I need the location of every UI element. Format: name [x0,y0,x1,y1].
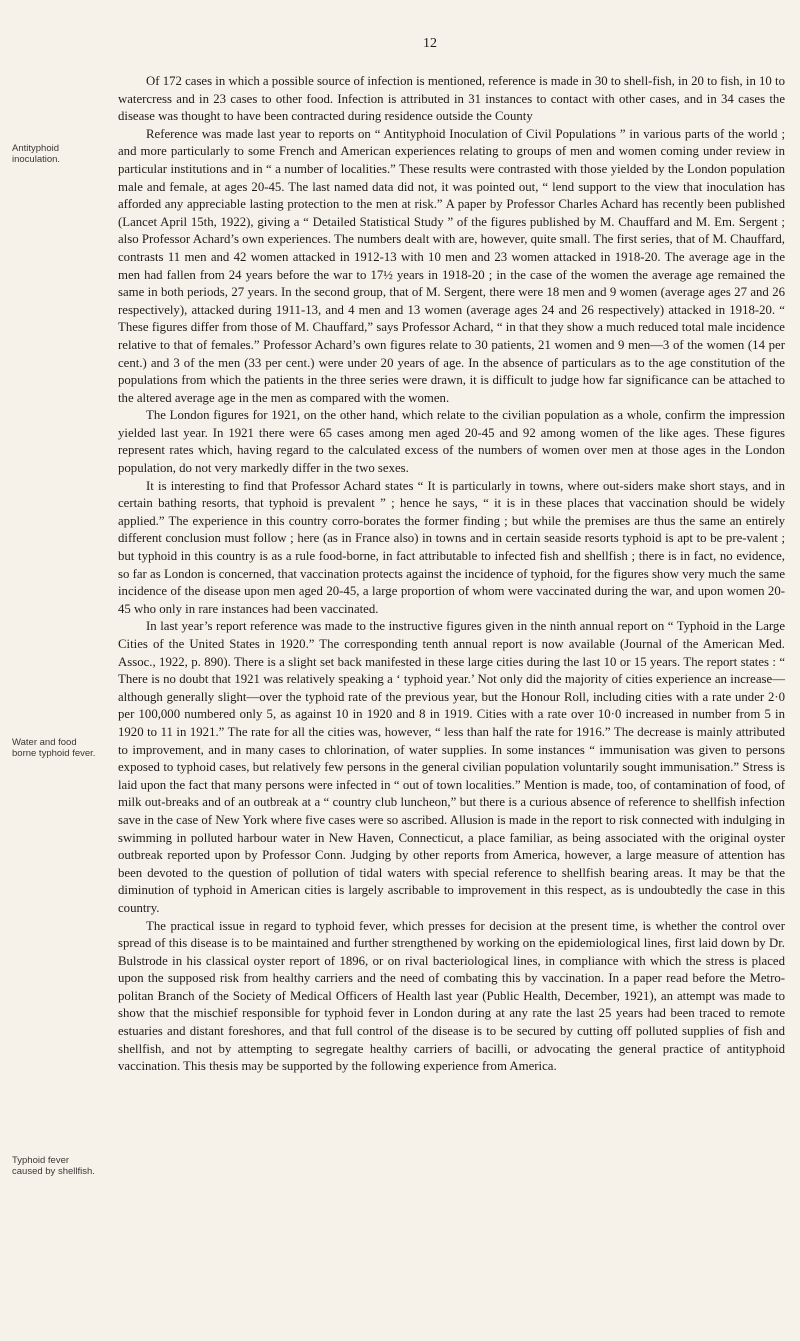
paragraph: The practical issue in regard to typhoid fever, which presses for decision at the present time, is whether the control over spread of this disease is to be maintained and further strengthened by working on the epidemiological lines, first laid down by Dr. Bulstrode in his classical oyster report of 1896, or on rival bacteriological lines, in compliance with which the stress is placed upon the supposed risk from healthy carriers and the need of combating this by vaccination. In a paper read before the Metro-politan Branch of the Society of Medical Officers of Health last year (Public Health, December, 1921), an attempt was made to show that the mischief responsible for typhoid fever in London during at any rate the last 25 years had been traced to remote estuaries and distant foreshores, and that full control of the disease is to be secured by cutting off polluted supplies of fish and shellfish, and not by attempting to segregate healthy carriers of bacilli, or advocating the general practice of antityphoid vaccination. This thesis may be supported by the following experience from America. [118,918,785,1074]
margin-note-shellfish: Typhoid fever caused by shellfish. [12,1155,95,1177]
paragraph: Reference was made last year to reports on “ Antityphoid Inoculation of Civil Populations ” in various parts of the world ; and more particularly to some French and American experiences relating to groups of men and women coming under review in particular institutions and in “ a number of localities.” These results were contrasted with those yielded by the London population male and female, at ages 20-45. The last named data did not, it was pointed out, “ lend support to the view that inoculation has afforded any appreciable lasting protection to the men at risk.” A paper by Professor Charles Achard has recently been published (Lancet April 15th, 1922), giving a “ Detailed Statistical Study ” of the figures published by M. Chauffard and M. Em. Sergent ; also Professor Achard’s own experiences. The numbers dealt with are, however, quite small. The first series, that of M. Chauffard, contrasts 11 men and 42 women attacked in 1912-13 with 10 men and 23 women attacked in 1918-20. The average age in the men had fallen from 24 years before the war to 17½ years in 1918-20 ; in the case of the women the average age remained the same in both periods, 27 years. In the second group, that of M. Sergent, there were 18 men and 9 women (average ages 27 and 26 respectively), attacked during 1911-13, and 4 men and 13 women (average ages 24 and 26 respectively) attacked in 1918-20. “ These figures differ from those of M. Chauffard,” says Professor Achard, “ in that they show a much reduced total male incidence relative to that of females.” Professor Achard’s own figures relate to 30 patients, 21 women and 9 men—3 of the women (14 per cent.) and 3 of the men (33 per cent.) were under 20 years of age. In the absence of particulars as to the age constitution of the populations from which the patients in the three series were drawn, it is difficult to judge how far significance can be attached to the altered average age in the men as compared with the women. [118,126,785,405]
page-number: 12 [423,36,437,51]
body-text [118,73,785,1076]
paragraph: In last year’s report reference was made to the instructive figures given in the ninth annual report on “ Typhoid in the Large Cities of the United States in 1920.” The corresponding tenth annual report is now available (Journal of the American Med. Assoc., 1922, p. 890). There is a slight set back manifested in these large cities during the last 10 or 15 years. The report states : “ There is no doubt that 1921 was relatively speaking a ‘ typhoid year.’ Not only did the majority of cities experience an increase—although generally slight—over the typhoid rate of the previous year, but the Honour Roll, including cities with a rate under 2·0 per 100,000 numbered only 5, as against 10 in 1920 and 8 in 1919. Cities with a rate over 10·0 increased in number from 5 in 1920 to 11 in 1921.” The rate for all the cities was, however, “ less than half the rate for 1916.” The decrease is mainly attributed to improvement, and in many cases to chlorination, of water supplies. In some instances “ immunisation was given to persons exposed to typhoid cases, but relatively few persons in the general civilian population voluntarily sought immunisation.” Stress is laid upon the fact that many persons were infected in “ out of town localities.” Mention is made, too, of contamination of food, of milk out-breaks and of an outbreak at a “ country club luncheon,” but there is a curious absence of reference to shellfish infection save in the case of New York where five cases were so ascribed. Allusion is made in the report to risk connected with indulging in swimming in polluted harbour water in New Haven, Connecticut, a place familiar, as being associated with the original oyster outbreak reported upon by Professor Conn. Judging by other reports from America, however, a large measure of attention has been devoted to the question of pollution of tidal waters with special reference to shellfish bearing areas. It may be that the diminution of typhoid in American cities is largely ascribable to improvement in this respect, as is undoubtedly the case in this country. [118,619,785,915]
paragraph: The London figures for 1921, on the other hand, which relate to the civilian population as a whole, confirm the impression yielded last year. In 1921 there were 65 cases among men aged 20-45 and 92 among women of the like ages. These figures represent rates which, having regard to the calculated excess of the numbers of women over men at those ages in the London population, do not very markedly differ in the two sexes. [118,408,785,476]
margin-note-antityphoid: Antityphoid inoculation. [12,143,61,165]
margin-note-water-food: Water and food borne typhoid fever. [12,737,96,759]
paragraph: It is interesting to find that Professor Achard states “ It is particularly in towns, where out-siders make short stays, and in certain bathing resorts, that typhoid is prevalent ” ; hence he says, “ it is in these places that vaccination should be widely applied.” The experience in this country corro-borates the former finding ; but while the premises are thus the same an entirely different conclusion must follow ; here (as in France also) in towns and in certain seaside resorts typhoid is apt to be pre-valent ; but typhoid in this country is as a rule food-borne, in fact attributable to infected fish and shellfish ; there is in fact, no evidence, so far as London is concerned, that vaccination protects against the incidence of typhoid, for the figures show very much the same incidence of the disease upon men aged 20-45, a large proportion of whom were vaccinated during the war, and upon women 20-45 who only in rare instances had been vaccinated. [118,478,785,616]
paragraph: Of 172 cases in which a possible source of infection is mentioned, reference is made in 30 to shell-fish, in 20 to fish, in 10 to watercress and in 23 cases to other food. Infection is attributed in 31 instances to contact with other cases, and in 34 cases the disease was thought to have been contracted during residence outside the County [118,74,785,124]
